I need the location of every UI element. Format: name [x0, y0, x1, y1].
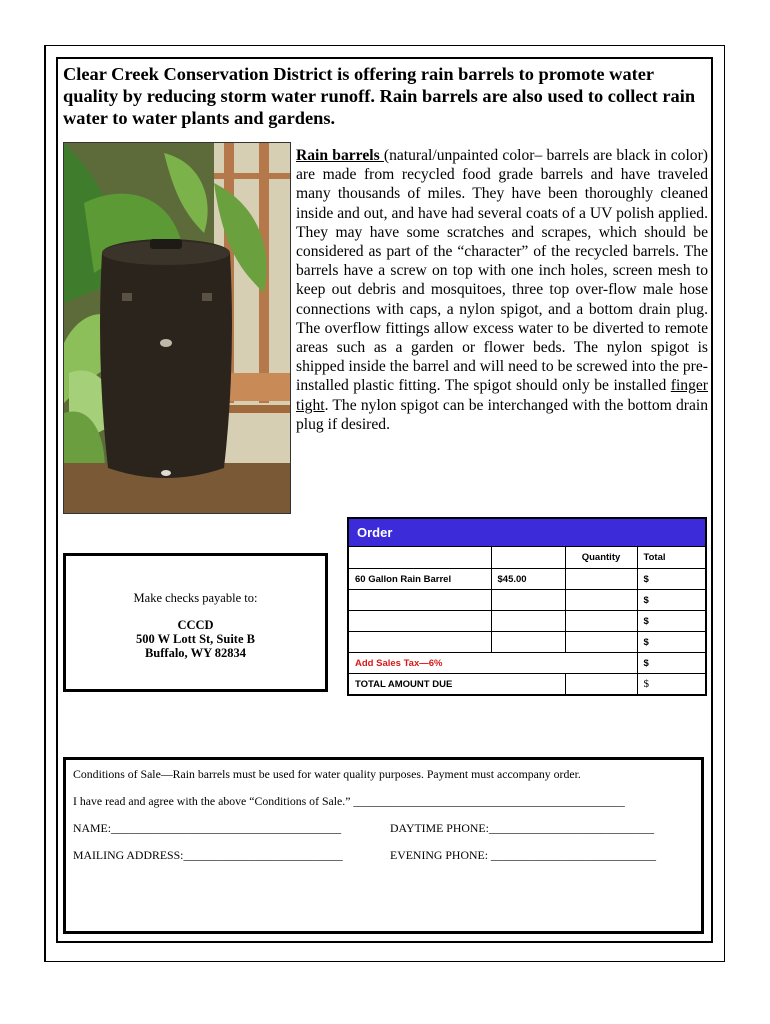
- payment-info-box: [63, 553, 328, 692]
- order-price[interactable]: [491, 611, 565, 632]
- org-name: CCCD: [177, 618, 214, 632]
- headline: Clear Creek Conservation District is offering rain barrels to promote water quality by reducing storm water runoff. Rain barrels are also used to collect rain water to water plants and gardens.: [63, 64, 696, 128]
- description-text-1: (natural/unpainted color– barrels are black in color) are made from recycled food grade barrels and have traveled many thousands of miles. They have been thoroughly cleaned inside and out, and have had several coats of a UV polish applied. They may have some scratches and scrapes, which should be considered as part of the “character” of the recycled barrels. The barrels have a screw on top with one inch holes, screen mesh to keep out debris and mosquitoes, three top over-flow male hose connections with caps, a nylon spigot, and a bottom drain plug. The overflow fittings allow excess water to be diverted to remote areas such as a garden or flower beds. The nylon spigot is shipped inside the barrel and will need to be screwed into the pre-installed plastic fitting. The spigot should only be installed: [296, 147, 708, 395]
- order-total-cell[interactable]: $: [637, 611, 705, 632]
- order-quantity-cell[interactable]: [565, 632, 637, 653]
- description-lead: Rain barrels: [296, 147, 384, 164]
- order-price[interactable]: [491, 632, 565, 653]
- product-description: [296, 146, 708, 434]
- order-row: [349, 590, 705, 611]
- order-title: Order: [349, 519, 705, 547]
- total-row: [349, 674, 705, 695]
- header-total: Total: [637, 547, 705, 569]
- order-row: [349, 632, 705, 653]
- sales-tax-total[interactable]: $: [637, 653, 705, 674]
- mailing-address-field[interactable]: MAILING ADDRESS:___________________________: [73, 848, 343, 862]
- conditions-box: [63, 757, 704, 934]
- order-quantity-cell[interactable]: [565, 590, 637, 611]
- order-price[interactable]: [491, 590, 565, 611]
- description-text-2: . The nylon spigot can be interchanged with the bottom drain plug if desired.: [296, 396, 708, 433]
- mailing-address-block: [66, 618, 325, 660]
- order-row: [349, 569, 705, 590]
- order-table: [349, 547, 705, 694]
- order-item[interactable]: [349, 632, 491, 653]
- org-street: 500 W Lott St, Suite B: [135, 632, 255, 646]
- order-quantity-cell[interactable]: [565, 569, 637, 590]
- header-price: [491, 547, 565, 569]
- total-blank: [565, 674, 637, 695]
- description-emphasis: finger tight: [296, 377, 708, 414]
- order-item[interactable]: [349, 590, 491, 611]
- order-quantity-cell[interactable]: [565, 611, 637, 632]
- evening-phone-field[interactable]: EVENING PHONE: ____________________________: [390, 848, 657, 862]
- org-city: Buffalo, WY 82834: [144, 646, 247, 660]
- header-quantity: Quantity: [565, 547, 637, 569]
- order-header-row: [349, 547, 705, 569]
- checks-payable-label: Make checks payable to:: [133, 591, 258, 605]
- order-total-cell[interactable]: $: [637, 590, 705, 611]
- order-form: [347, 517, 707, 696]
- daytime-phone-field[interactable]: DAYTIME PHONE:____________________________: [390, 821, 655, 835]
- total-amount-value[interactable]: $: [637, 674, 705, 695]
- order-item[interactable]: [349, 611, 491, 632]
- order-total-cell[interactable]: $: [637, 632, 705, 653]
- order-row: [349, 611, 705, 632]
- name-field[interactable]: NAME:_______________________________________: [73, 821, 342, 835]
- total-amount-label: TOTAL AMOUNT DUE: [349, 674, 565, 695]
- order-item: 60 Gallon Rain Barrel: [349, 569, 491, 590]
- agreement-signature-line[interactable]: I have read and agree with the above “Conditions of Sale.” ______________________________________________: [73, 794, 625, 808]
- rain-barrel-photo: [63, 142, 291, 514]
- header-item: [349, 547, 491, 569]
- conditions-of-sale: Conditions of Sale—Rain barrels must be used for water quality purposes. Payment must accompany order.: [73, 767, 581, 781]
- order-price: $45.00: [491, 569, 565, 590]
- order-total-cell[interactable]: $: [637, 569, 705, 590]
- sales-tax-row: [349, 653, 705, 674]
- sales-tax-label: Add Sales Tax—6%: [349, 653, 637, 674]
